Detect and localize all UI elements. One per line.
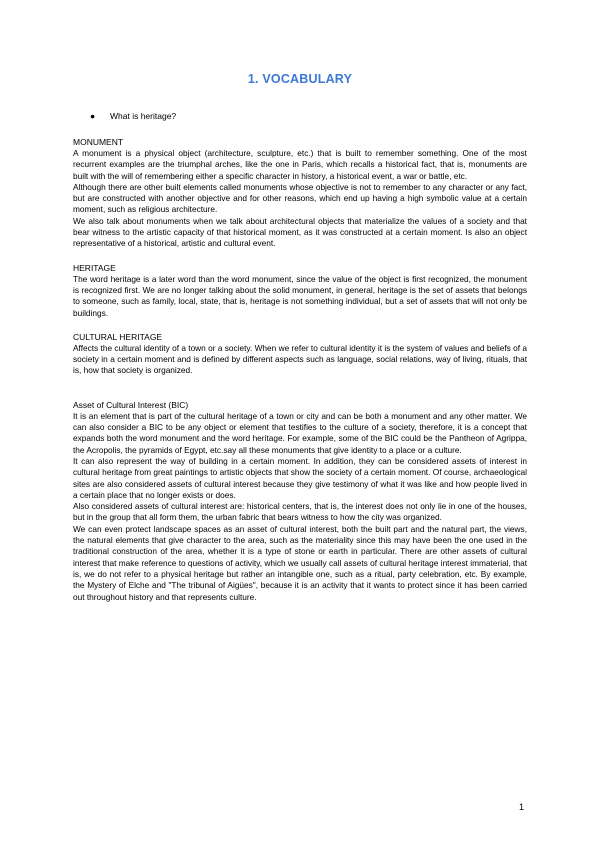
section-bic [73, 400, 527, 603]
section-cultural-heritage [73, 332, 527, 377]
paragraph: It can also represent the way of building in a certain moment. In addition, they can be considered assets of interest in cultural heritage from great paintings to artistic objects that show the society of a certain moment. Of course, archaeological sites are also considered assets of cultural interest because they give testimony of what it was like and how people lived in a certain place that no longer exists or does. [73, 455, 527, 500]
bullet-item [90, 111, 176, 122]
paragraph: Although there are other built elements called monuments whose objective is not to remember to any character or any fact, but are constructed with another objective and for other reasons, which end up having a high symbolic value at a certain moment, such as religious architecture. [73, 181, 527, 215]
page-title: 1. VOCABULARY [247, 72, 353, 86]
bullet-icon: ● [90, 111, 96, 121]
paragraph: It is an element that is part of the cultural heritage of a town or city and can be both a monument and any other matter. We can also consider a BIC to be any object or element that testifies to the culture of a society, therefore, it is a concept that expands both the word monument and the word heritage. For example, some of the BIC could be the Pantheon of Agrippa, the Acropolis, the pyramids of Egypt, etc.say all these monuments that give identity to a place or a culture. [73, 410, 527, 455]
paragraph: The word heritage is a later word than the word monument, since the value of the object is first recognized, the monument is recognized first. We are no longer talking about the solid monument, in general, heritage is the set of assets that belongs to someone, such as family, local, state, that is, heritage is not something individual, but a set of assets that will not only be buildings. [73, 273, 527, 318]
paragraph: A monument is a physical object (architecture, sculpture, etc.) that is built to remember something. One of the most recurrent examples are the triumphal arches, like the one in Paris, which recalls a historical fact, that is, monuments are built with the will of remembering either a specific character in history, a historical event, a war or battle, etc. [73, 148, 527, 181]
paragraph: Affects the cultural identity of a town or a society. When we refer to cultural identity it is the system of values and beliefs of a society in a certain moment and is defined by different aspects such as language, social relations, way of living, rituals, that is, how that society is organized. [73, 342, 527, 376]
bullet-text: What is heritage? [110, 111, 177, 121]
section-heading: MONUMENT [73, 137, 124, 147]
paragraph: We can even protect landscape spaces as an asset of cultural interest, both the built part and the natural part, the views, the natural elements that give character to the area, such as the materiality since this may have been the one used in the traditional construction of the area, whether it is a type of stone or earth in particular. There are other assets of cultural interest that make reference to questions of activity, which we usually call assets of cultural heritage interest immaterial, that is, we do not refer to a physical heritage but rather an intangible one, such as a ritual, party celebration, etc. By example, the Mystery of Elche and "The tribunal of Aigües", because it is an activity that it wants to protect since it has been carried out throughout history and that represents culture. [73, 523, 527, 602]
paragraph: Also considered assets of cultural interest are: historical centers, that is, the interest does not only lie in one of the houses, but in the group that all form them, the urban fabric that bears witness to how the city was organized. [73, 501, 527, 523]
section-heritage [73, 263, 527, 319]
section-heading: HERITAGE [73, 262, 116, 273]
page-number: 1 [519, 802, 525, 812]
section-monument [73, 137, 527, 250]
paragraph: We also talk about monuments when we talk about architectural objects that materialize the values of a society and that bear witness to the artistic capacity of that historical moment, as it was constructed at a certain moment. Is also an object representative of a historical, artistic and cultural event. [73, 215, 527, 249]
document-body [73, 137, 527, 616]
section-heading: Asset of Cultural Interest (BIC) [73, 399, 189, 410]
section-heading: CULTURAL HERITAGE [73, 331, 163, 342]
